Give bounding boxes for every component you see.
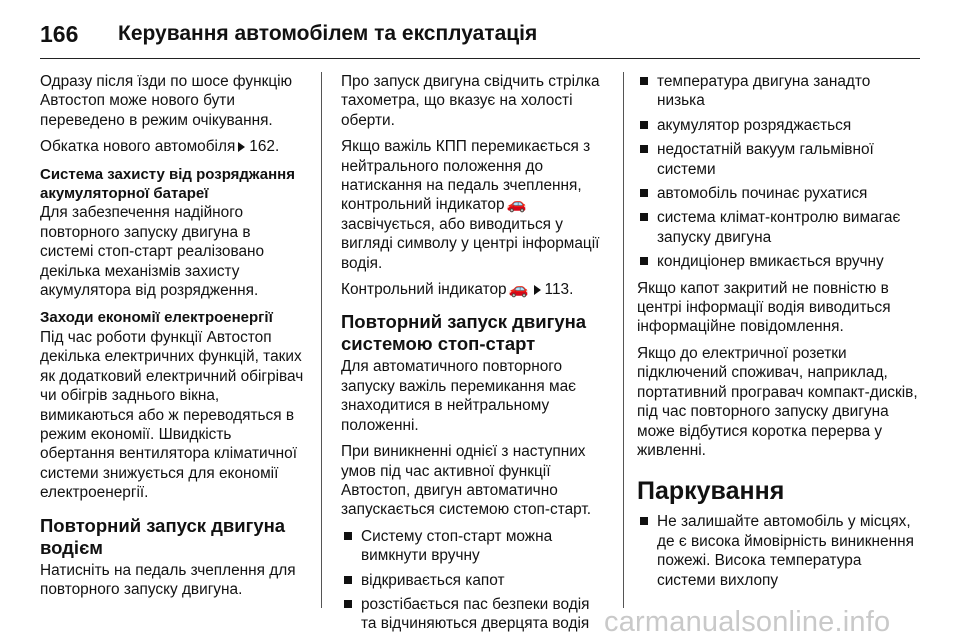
page-ref-link[interactable]: 113. xyxy=(544,281,574,299)
bullet-list xyxy=(637,72,921,272)
heading-parking: Паркування xyxy=(637,477,785,506)
paragraph-with-ref xyxy=(40,137,308,156)
column-3 xyxy=(637,72,921,597)
list-item: недостатній вакуум гальмівної системи xyxy=(637,140,921,179)
column-2 xyxy=(341,72,609,641)
bullet-list xyxy=(341,527,609,634)
list-item: відкривається капот xyxy=(341,571,609,590)
ref-text: Обкатка нового автомобіля xyxy=(40,138,236,156)
indicator-tail: засвічується, або виводиться у вигляді символу у центрі інформації водія. xyxy=(341,215,600,272)
paragraph: Для автоматичного повторного запуску важіль перемикання має знаходитися в нейтральному положенні. xyxy=(341,358,577,434)
indicator-text: Якщо важіль КПП перемикається з нейтрального положення до натискання на педаль зчеплення, контрольний індикатор xyxy=(341,138,591,214)
heading-system-restart: Повторний запуск двигуна системою стоп-старт xyxy=(341,311,587,355)
car-indicator-icon: 🚗 xyxy=(506,196,527,214)
paragraph: Якщо до електричної розетки підключений споживач, наприклад, портативний програвач компакт-дисків, під час повторного запуску двигуна може відбутися коротка перерва у живленні. xyxy=(637,344,918,459)
list-item: Не залишайте автомобіль у місцях, де є висока ймовірність виникнення пожежі. Висока температура системи вихлопу xyxy=(637,512,921,590)
paragraph: Для забезпечення надійного повторного запуску двигуна в системі стоп-старт реалізовано декілька механізмів захисту акумулятора від розрядження. xyxy=(40,204,265,300)
heading-driver-restart: Повторний запуск двигуна водієм xyxy=(40,514,286,558)
paragraph-with-ref xyxy=(341,280,609,299)
triangle-right-icon xyxy=(238,142,245,152)
list-item: автомобіль починає рухатися xyxy=(637,184,921,203)
column-divider-1 xyxy=(321,72,322,608)
paragraph: Якщо капот закритий не повністю в центрі інформації водія виводиться інформаційне повідомлення. xyxy=(637,279,891,336)
list-item: акумулятор розряджається xyxy=(637,116,921,135)
paragraph: Про запуск двигуна свідчить стрілка тахометра, що вказує на холості оберти. xyxy=(341,73,600,129)
ref-text: Контрольний індикатор xyxy=(341,281,507,299)
bullet-list xyxy=(637,512,921,590)
column-1 xyxy=(40,72,308,606)
page-title: Керування автомобілем та експлуатація xyxy=(118,22,538,45)
page-ref-link[interactable]: 162. xyxy=(249,138,280,156)
paragraph: Натисніть на педаль зчеплення для повторного запуску двигуна. xyxy=(40,561,296,598)
list-item: кондиціонер вмикається вручну xyxy=(637,252,921,271)
paragraph-with-indicator xyxy=(341,137,609,273)
list-item: температура двигуна занадто низька xyxy=(637,72,921,111)
paragraph: Під час роботи функції Автостоп декілька електричних функцій, таких як додатковий електричний обігрівач чи обігрів заднього вікна, вимикаються або ж переводяться в режим економії. Швидкість обертання вентилятора кліматичної системи знижується для економії електроенергії. xyxy=(40,328,304,502)
header-divider xyxy=(40,58,920,59)
list-item: система клімат-контролю вимагає запуску двигуна xyxy=(637,208,921,247)
paragraph: Одразу після їзди по шосе функцію Автостоп може нового бути переведено в режим очікування. xyxy=(40,73,293,129)
column-divider-2 xyxy=(623,72,624,608)
triangle-right-icon xyxy=(534,285,541,295)
watermark: carmanualsonline.info xyxy=(604,606,891,638)
list-item: Систему стоп-старт можна вимкнути вручну xyxy=(341,527,609,566)
paragraph: При виникненні однієї з наступних умов під час активної функції Автостоп, двигун автоматично запускається системою стоп-старт. xyxy=(341,443,591,519)
heading-battery-protection: Система захисту від розряджання акумуляторної батареї xyxy=(40,165,295,203)
car-indicator-icon: 🚗 xyxy=(508,281,529,299)
heading-energy-saving: Заходи економії електроенергії xyxy=(40,309,273,327)
list-item: розстібається пас безпеки водія та відчиняються дверцята водія xyxy=(341,595,609,634)
page-number: 166 xyxy=(40,20,79,47)
page-header xyxy=(40,16,537,52)
